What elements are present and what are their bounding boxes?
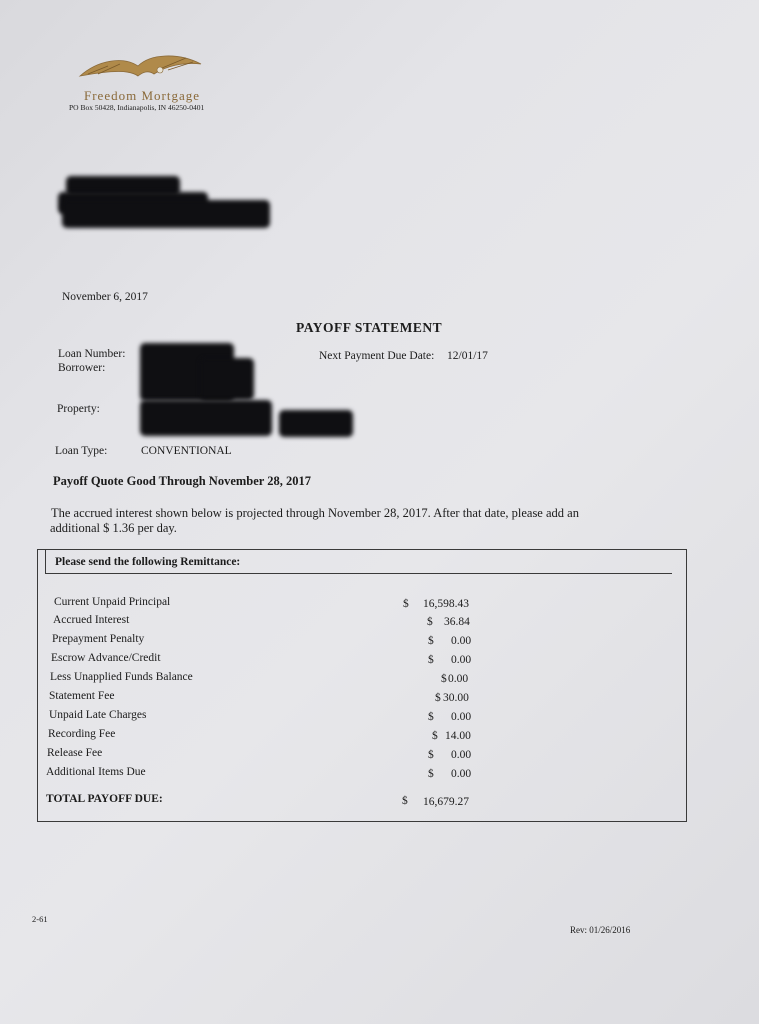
watermark — [0, 200, 567, 424]
redacted-property-city — [279, 410, 353, 437]
remittance-item-label: Less Unapplied Funds Balance — [50, 671, 193, 683]
remittance-item-label: Accrued Interest — [53, 614, 130, 626]
remittance-item-amount: 0.00 — [448, 673, 469, 685]
remittance-item-label: Current Unpaid Principal — [54, 596, 171, 608]
next-payment-date: 12/01/17 — [447, 350, 488, 362]
redacted-property-address — [140, 400, 272, 436]
remittance-item-amount: 0.00 — [451, 654, 472, 666]
accrued-note-line-2: additional $ 1.36 per day. — [50, 521, 177, 535]
page-title: PAYOFF STATEMENT — [296, 320, 443, 335]
form-number: 2-61 — [32, 914, 48, 924]
total-dollar-sign: $ — [402, 795, 408, 807]
remittance-item-label: Escrow Advance/Credit — [51, 652, 161, 664]
remittance-item-dollar-sign: $ — [427, 616, 433, 628]
total-amount: 16,679.27 — [423, 796, 469, 808]
remittance-item-label: Release Fee — [47, 747, 103, 759]
remittance-header: Please send the following Remittance: — [55, 556, 241, 568]
remittance-item-dollar-sign: $ — [428, 749, 434, 761]
remittance-item-label: Unpaid Late Charges — [49, 709, 147, 721]
next-payment-label: Next Payment Due Date: — [319, 350, 435, 362]
remittance-item-dollar-sign: $ — [428, 711, 434, 723]
remittance-item-dollar-sign: $ — [435, 692, 441, 704]
remittance-item-amount: 0.00 — [451, 635, 472, 647]
remittance-item-amount: 16,598.43 — [423, 598, 469, 610]
accrued-note-line-1: The accrued interest shown below is projected through November 28, 2017. After that date, please add an — [51, 506, 579, 520]
remittance-item-dollar-sign: $ — [441, 673, 447, 685]
remittance-item-dollar-sign: $ — [428, 768, 434, 780]
remittance-item-amount: 0.00 — [451, 711, 472, 723]
quote-good-through: Payoff Quote Good Through November 28, 2017 — [53, 474, 311, 488]
remittance-item-amount: 14.00 — [445, 730, 471, 742]
redacted-borrower-name — [200, 358, 254, 400]
remittance-item-label: Statement Fee — [49, 690, 115, 702]
borrower-label: Borrower: — [58, 362, 106, 374]
eagle-logo-icon — [78, 50, 203, 86]
redacted-recipient-city — [62, 200, 270, 228]
remittance-item-dollar-sign: $ — [403, 598, 409, 610]
remittance-item-amount: 0.00 — [451, 749, 472, 761]
loan-type-value: CONVENTIONAL — [141, 445, 232, 457]
remittance-item-amount: 30.00 — [443, 692, 469, 704]
statement-date: November 6, 2017 — [62, 291, 148, 303]
loan-type-label: Loan Type: — [55, 445, 108, 457]
remittance-item-label: Prepayment Penalty — [52, 633, 145, 645]
remittance-item-dollar-sign: $ — [428, 654, 434, 666]
total-label: TOTAL PAYOFF DUE: — [46, 793, 163, 805]
revision-date: Rev: 01/26/2016 — [570, 925, 631, 935]
property-label: Property: — [57, 403, 100, 415]
remittance-item-label: Recording Fee — [48, 728, 116, 740]
remittance-item-dollar-sign: $ — [432, 730, 438, 742]
company-name: Freedom Mortgage — [84, 88, 201, 103]
remittance-box — [37, 549, 687, 822]
company-address: PO Box 50428, Indianapolis, IN 46250-0401 — [69, 103, 205, 112]
remittance-item-amount: 0.00 — [451, 768, 472, 780]
remittance-item-amount: 36.84 — [444, 616, 470, 628]
loan-number-label: Loan Number: — [58, 348, 126, 360]
remittance-item-dollar-sign: $ — [428, 635, 434, 647]
remittance-item-label: Additional Items Due — [46, 766, 146, 778]
